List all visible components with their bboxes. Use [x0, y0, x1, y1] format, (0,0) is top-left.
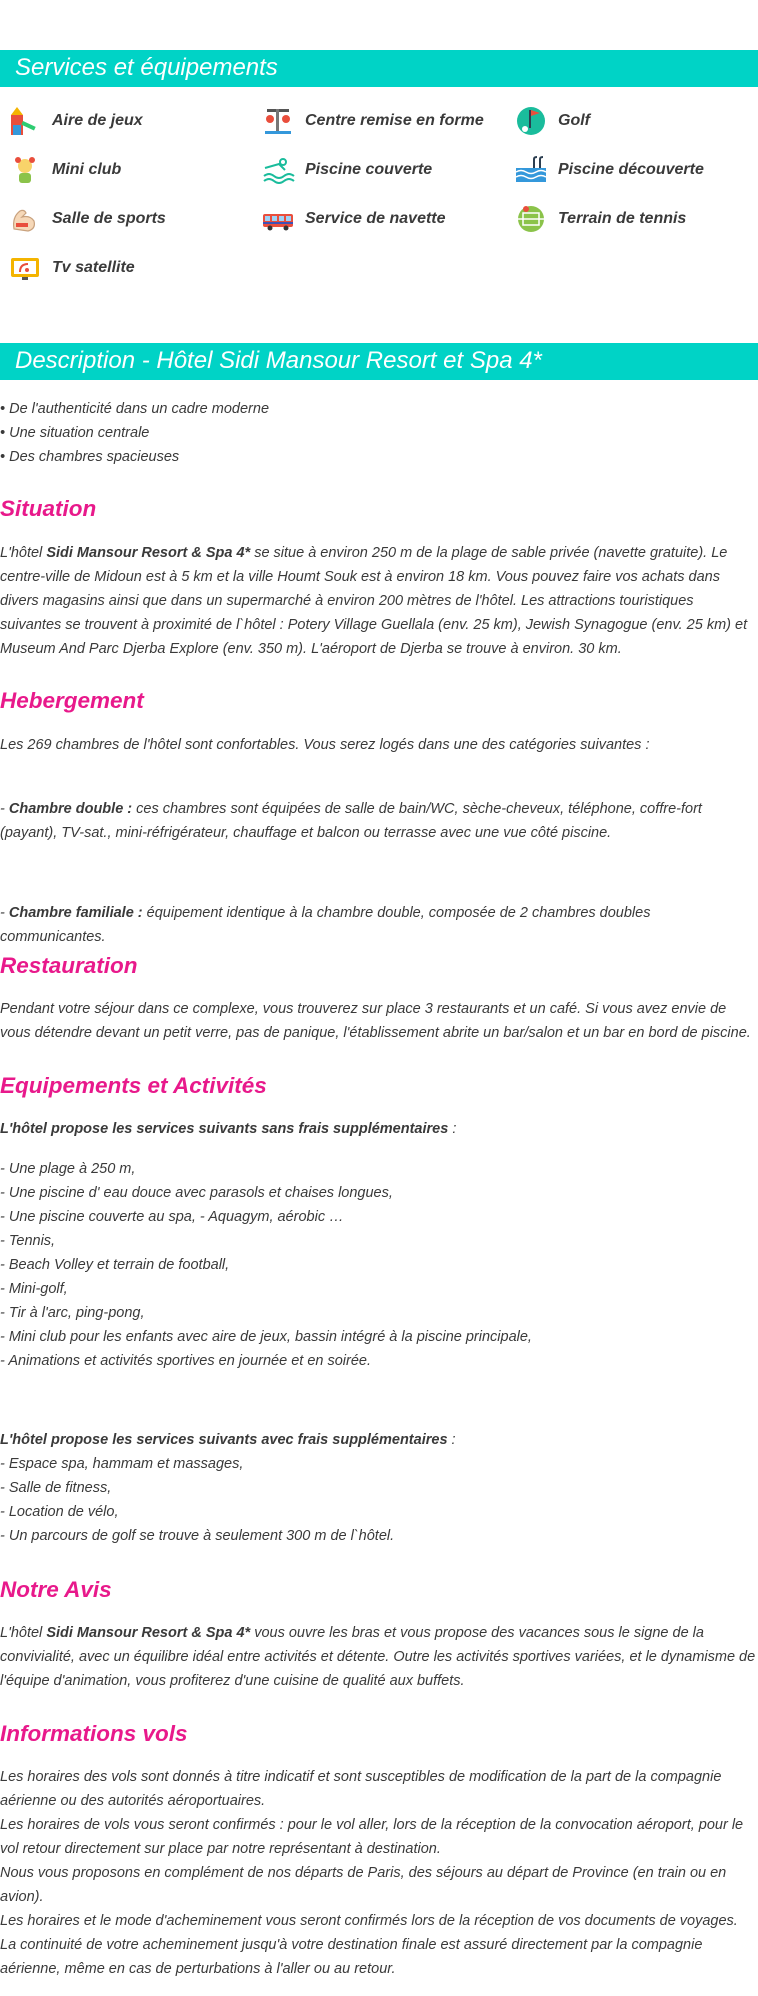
situation-text: L'hôtel Sidi Mansour Resort & Spa 4* se situe à environ 250 m de la plage de sable privée (navette gratuite). Le centre-ville de Midoun est à 5 km et la ville Houmt Souk est à environ 18 km. Vous pouvez faire vos achats dans divers magasins ainsi que dans un supermarché à environ 200 mètres de l'hôtel. Les attractions touristiques suivantes se trouvent à proximité de l`hôtel : Potery Village Guellala (env. 25 km), Jewish Synagogue (env. 25 km) et Museum And Parc Djerba Explore (env. 350 m). L'aéroport de Djerba se trouve à environ. 30 km.: [0, 545, 748, 657]
list-item: - Mini club pour les enfants avec aire de jeux, bassin intégré à la piscine principale,: [0, 1329, 532, 1345]
gym-icon: [8, 203, 42, 235]
hebergement-heading: Hebergement: [0, 688, 144, 713]
paid-services-list: [0, 1452, 758, 1548]
service-item: Piscine couverte: [261, 153, 432, 187]
service-item: Mini club: [8, 153, 121, 187]
service-item: Tv satellite: [8, 251, 135, 285]
paid-services-title: L'hôtel propose les services suivants avec frais supplémentaires :: [0, 1432, 456, 1448]
service-item: Aire de jeux: [8, 104, 143, 138]
list-item: - Salle de fitness,: [0, 1480, 112, 1496]
service-item: Golf: [514, 104, 590, 138]
list-item: • Une situation centrale: [0, 425, 150, 441]
playground-icon: [8, 105, 42, 137]
equipements-heading: Equipements et Activités: [0, 1073, 267, 1098]
service-item: Terrain de tennis: [514, 202, 686, 236]
indoor-pool-icon: [261, 154, 295, 186]
avis-heading: Notre Avis: [0, 1577, 112, 1602]
list-item: • Des chambres spacieuses: [0, 449, 180, 465]
list-item: - Un parcours de golf se trouve à seulement 300 m de l`hôtel.: [0, 1528, 395, 1544]
list-item: - Location de vélo,: [0, 1504, 119, 1520]
list-item: - Une plage à 250 m,: [0, 1161, 136, 1177]
situation-heading: Situation: [0, 496, 97, 521]
list-item: - Tir à l'arc, ping-pong,: [0, 1305, 145, 1321]
list-item: - Tennis,: [0, 1233, 56, 1249]
golf-icon: [514, 105, 548, 137]
restauration-text: Pendant votre séjour dans ce complexe, vous trouverez sur place 3 restaurants et un café. Si vous avez envie de vous détendre devant un petit verre, pas de panique, l'établissement abrite un bar/salon et un bar en bord de piscine.: [0, 1001, 751, 1041]
chambre-familiale-text: - Chambre familiale : équipement identique à la chambre double, composée de 2 chambres doubles communicantes.: [0, 905, 651, 945]
service-item: Piscine découverte: [514, 153, 704, 187]
outdoor-pool-icon: [514, 154, 548, 186]
free-services-title: L'hôtel propose les services suivants sans frais supplémentaires :: [0, 1121, 457, 1137]
restauration-heading: Restauration: [0, 953, 138, 978]
list-item: • De l'authenticité dans un cadre moderne: [0, 401, 270, 417]
vols-text: Les horaires des vols sont donnés à titre indicatif et sont susceptibles de modification de la part de la compagnie aérienne ou des autorités aéroportuaires. Les horaires de vols vous seront confirmés : pour le vol aller, lors de la réception de la convocation aéroport, pour le vol retour directement sur place par notre représentant à destination.: [0, 1769, 744, 1857]
avis-text: L'hôtel Sidi Mansour Resort & Spa 4* vous ouvre les bras et vous propose des vacances sous le signe de la convivialité, avec un équilibre idéal entre activités et détente. Outre les activités sportives variées, et le dynamisme de l'équipe d'animation, vous profiterez d'une cuisine de qualité aux buffets.: [0, 1625, 756, 1689]
description-banner: [0, 343, 758, 380]
list-item: - Mini-golf,: [0, 1281, 68, 1297]
vols-heading: Informations vols: [0, 1721, 188, 1746]
vols-text-2: Nous vous proposons en complément de nos départs de Paris, des séjours au départ de Province (en train ou en avion). Les horaires et le mode d'acheminement vous seront confirmés lors de la réception de vos documents de voyages. La continuité de votre acheminement jusqu'à votre destination finale est assuré directement par la compagnie aérienne, même en cas de perturbations à l'aller ou au retour.: [0, 1865, 738, 1977]
chambre-double-text: - Chambre double : ces chambres sont équipées de salle de bain/WC, sèche-cheveux, téléphone, coffre-fort (payant), TV-sat., mini-réfrigérateur, chauffage et balcon ou terrasse avec une vue côté piscine.: [0, 801, 702, 841]
list-item: - Une piscine d' eau douce avec parasols et chaises longues,: [0, 1185, 393, 1201]
mini-club-icon: [8, 154, 42, 186]
service-item: Service de navette: [261, 202, 446, 236]
list-item: - Beach Volley et terrain de football,: [0, 1257, 230, 1273]
services-title: Services et équipements: [15, 54, 278, 81]
hebergement-intro: Les 269 chambres de l'hôtel sont confortables. Vous serez logés dans une des catégories suivantes :: [0, 737, 650, 753]
tennis-icon: [514, 203, 548, 235]
list-item: - Animations et activités sportives en journée et en soirée.: [0, 1353, 372, 1369]
list-item: - Espace spa, hammam et massages,: [0, 1456, 244, 1472]
satellite-tv-icon: [8, 252, 42, 284]
service-item: Salle de sports: [8, 202, 166, 236]
list-item: - Une piscine couverte au spa, - Aquagym, aérobic …: [0, 1209, 344, 1225]
fitness-center-icon: [261, 105, 295, 137]
service-item: Centre remise en forme: [261, 104, 484, 138]
highlights-list: [0, 397, 758, 469]
shuttle-bus-icon: [261, 203, 295, 235]
description-title: Description - Hôtel Sidi Mansour Resort et Spa 4*: [15, 347, 542, 374]
free-services-list: [0, 1157, 758, 1373]
services-banner: [0, 50, 758, 87]
